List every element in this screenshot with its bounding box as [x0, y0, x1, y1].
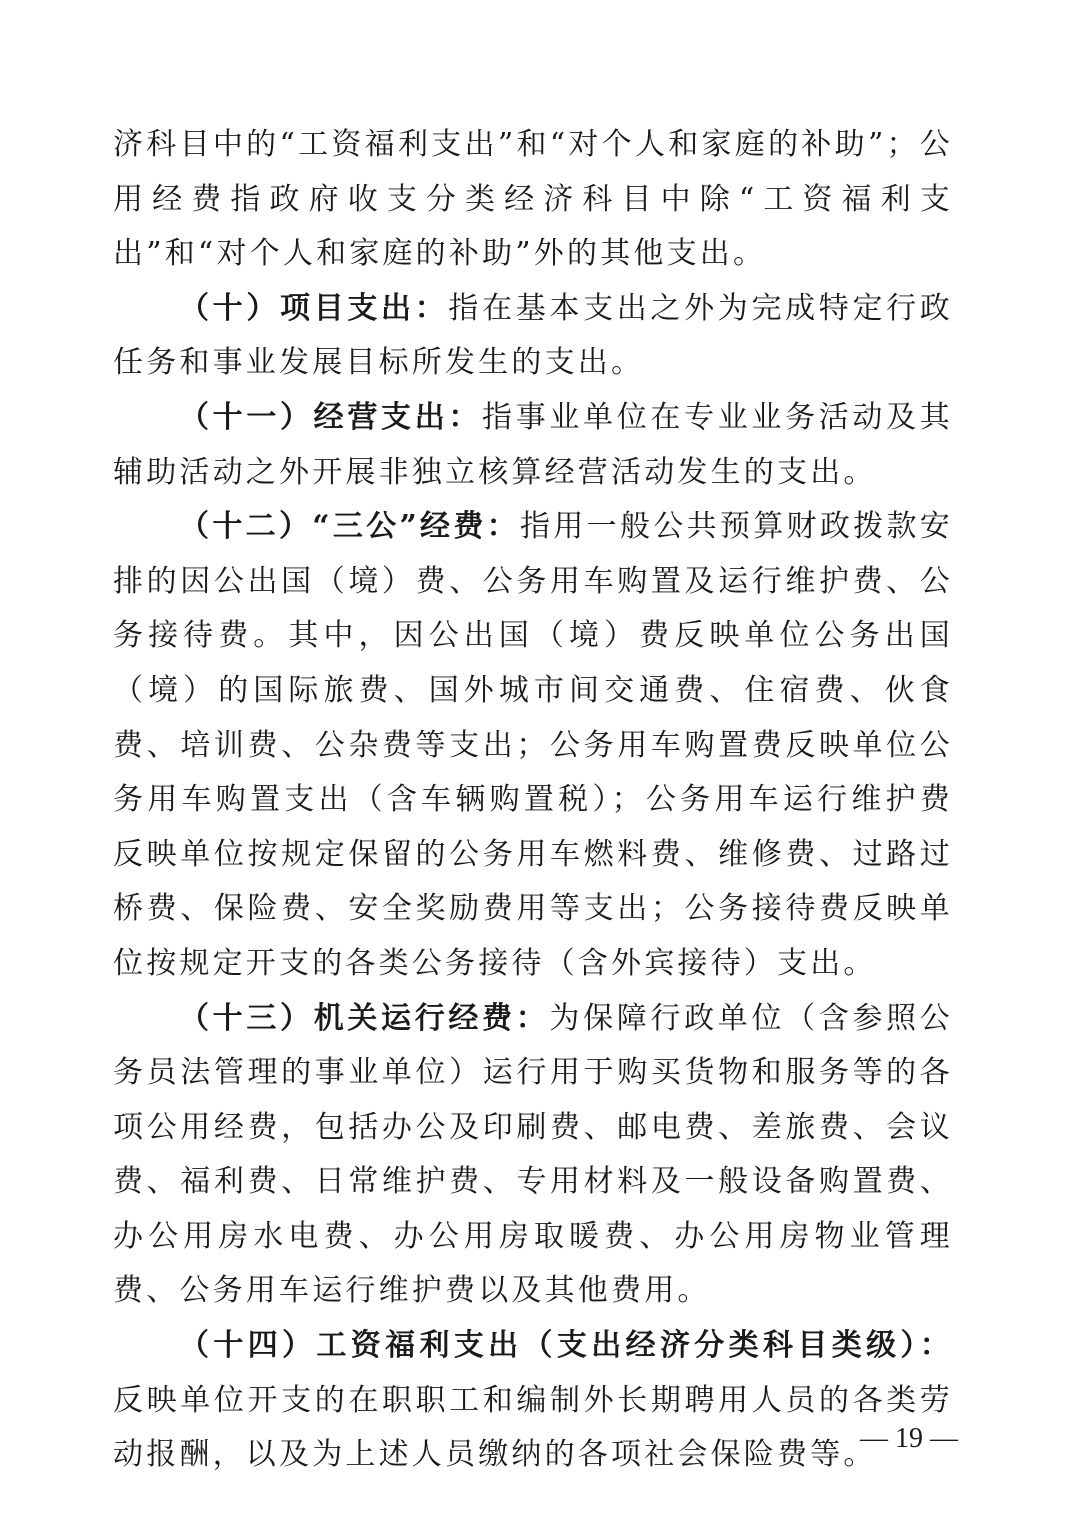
paragraph-body: 指用一般公共预算财政拨款安排的因公出国（境）费、公务用车购置及运行维护费、公务接待费。其中，因公出国（境）费反映单位公务出国（境）的国际旅费、国外城市间交通费、住宿费、伙食费、培训费、公杂费等支出；公务用车购置费反映单位公务用车购置支出（含车辆购置税）；公务用车运行维护费反映单位按规定保留的公务用车燃料费、维修费、过路过桥费、保险费、安全奖励费用等支出；公务接待费反映单位按规定开支的各类公务接待（含外宾接待）支出。: [113, 509, 953, 981]
paragraph-operating-expenditure: [113, 391, 953, 500]
term-heading: （十一）经营支出：: [179, 399, 483, 435]
page-number: — 19 —: [860, 1423, 958, 1454]
term-heading: （十）项目支出：: [179, 290, 449, 326]
paragraph-agency-operating-funds: [113, 992, 953, 1320]
document-body: [113, 118, 953, 1483]
paragraph-body: 为保障行政单位（含参照公务员法管理的事业单位）运行用于购买货物和服务等的各项公用经费，包括办公及印刷费、邮电费、差旅费、会议费、福利费、日常维护费、专用材料及一般设备购置费、办公用房水电费、办公用房取暖费、办公用房物业管理费、公务用车运行维护费以及其他费用。: [113, 1000, 954, 1309]
paragraph-body: 指在基本支出之外为完成特定行政任务和事业发展目标所发生的支出。: [113, 290, 954, 381]
term-heading: （十二）“三公”经费：: [179, 509, 520, 545]
paragraph-body: 济科目中的“工资福利支出”和“对个人和家庭的补助”；公用经费指政府收支分类经济科目中除“工资福利支出”和“对个人和家庭的补助”外的其他支出。: [113, 127, 953, 272]
paragraph-body: 指事业单位在专业业务活动及其辅助活动之外开展非独立核算经营活动发生的支出。: [113, 399, 953, 490]
term-heading: （十四）工资福利支出（支出经济分类科目类级）：: [179, 1328, 953, 1364]
paragraph-salary-welfare-expenditure: [113, 1319, 953, 1483]
paragraph-body: 反映单位开支的在职职工和编制外长期聘用人员的各类劳动报酬，以及为上述人员缴纳的各项社会保险费等。: [113, 1382, 953, 1473]
paragraph-three-public-expenses: [113, 500, 953, 991]
paragraph-public-expense-definition: [113, 118, 953, 282]
term-heading: （十三）机关运行经费：: [179, 1000, 550, 1036]
paragraph-project-expenditure: [113, 282, 953, 391]
